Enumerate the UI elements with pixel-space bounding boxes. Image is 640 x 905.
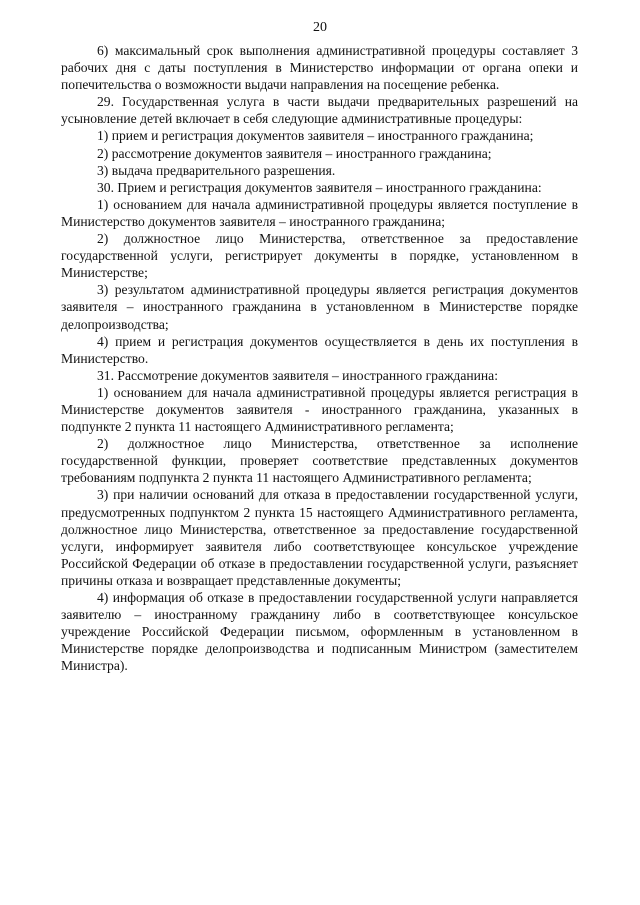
paragraph-30-heading: 30. Прием и регистрация документов заявителя – иностранного гражданина: — [97, 179, 542, 195]
paragraph-30-item-3: 3) результатом административной процедуры является регистрация документов заявителя – иностранного гражданина в установленном в Министерстве порядке делопроизводства; — [61, 282, 578, 332]
paragraph-30-item-2: 2) должностное лицо Министерства, ответственное за предоставление государственной услуги, регистрирует документы в порядке, установленном в Министерстве; — [61, 231, 578, 281]
paragraph-31-item-3: 3) при наличии оснований для отказа в предоставлении государственной услуги, предусмотренных подпунктом 2 пункта 15 настоящего Административного регламента, должностное лицо Министерства, ответственное за предоставление государственной услуги, информирует заявителя либо соответствующее консульское учреждение Российской Федерации об отказе в предоставлении государственной услуги, разъясняет причины отказа и возвращает представленные документы; — [61, 487, 578, 588]
page-number: 20 — [313, 20, 327, 35]
paragraph-31-item-4: 4) информация об отказе в предоставлении государственной услуги направляется заявителю – иностранному гражданину либо в соответствующее консульское учреждение Российской Федерации письмом, оформленным в установленном в Министерстве порядке делопроизводства и подписанным Министром (заместителем Министра). — [61, 590, 578, 674]
paragraph-29-item-3: 3) выдача предварительного разрешения. — [97, 162, 336, 178]
paragraph-29-item-1: 1) прием и регистрация документов заявителя – иностранного гражданина; — [97, 128, 534, 144]
paragraph-31-item-2: 2) должностное лицо Министерства, ответственное за исполнение государственной функции, проверяет соответствие представленных документов требованиям подпункта 2 пункта 11 настоящего Административного регламента; — [61, 436, 578, 486]
paragraph-30-item-4: 4) прием и регистрация документов осуществляется в день их поступления в Министерство. — [61, 333, 578, 366]
paragraph-29-item-2: 2) рассмотрение документов заявителя – иностранного гражданина; — [97, 145, 492, 161]
paragraph-31-item-1: 1) основанием для начала административной процедуры является регистрация в Министерстве документов заявителя - иностранного гражданина, указанных в подпункте 2 пункта 11 настоящего Административного регламента; — [61, 384, 578, 435]
paragraph-31-heading: 31. Рассмотрение документов заявителя – иностранного гражданина: — [97, 367, 498, 383]
document-body — [61, 42, 578, 674]
paragraph-max-term: 6) максимальный срок выполнения административной процедуры составляет 3 рабочих дня с даты поступления в Министерство информации от органа опеки и попечительства о возможности выдачи направления на посещение ребенка. — [61, 43, 578, 93]
paragraph-29-intro: 29. Государственная услуга в части выдачи предварительных разрешений на усыновление детей включает в себя следующие административные процедуры: — [61, 94, 578, 127]
paragraph-30-item-1: 1) основанием для начала административной процедуры является поступление в Министерство документов заявителя – иностранного гражданина; — [61, 196, 578, 229]
